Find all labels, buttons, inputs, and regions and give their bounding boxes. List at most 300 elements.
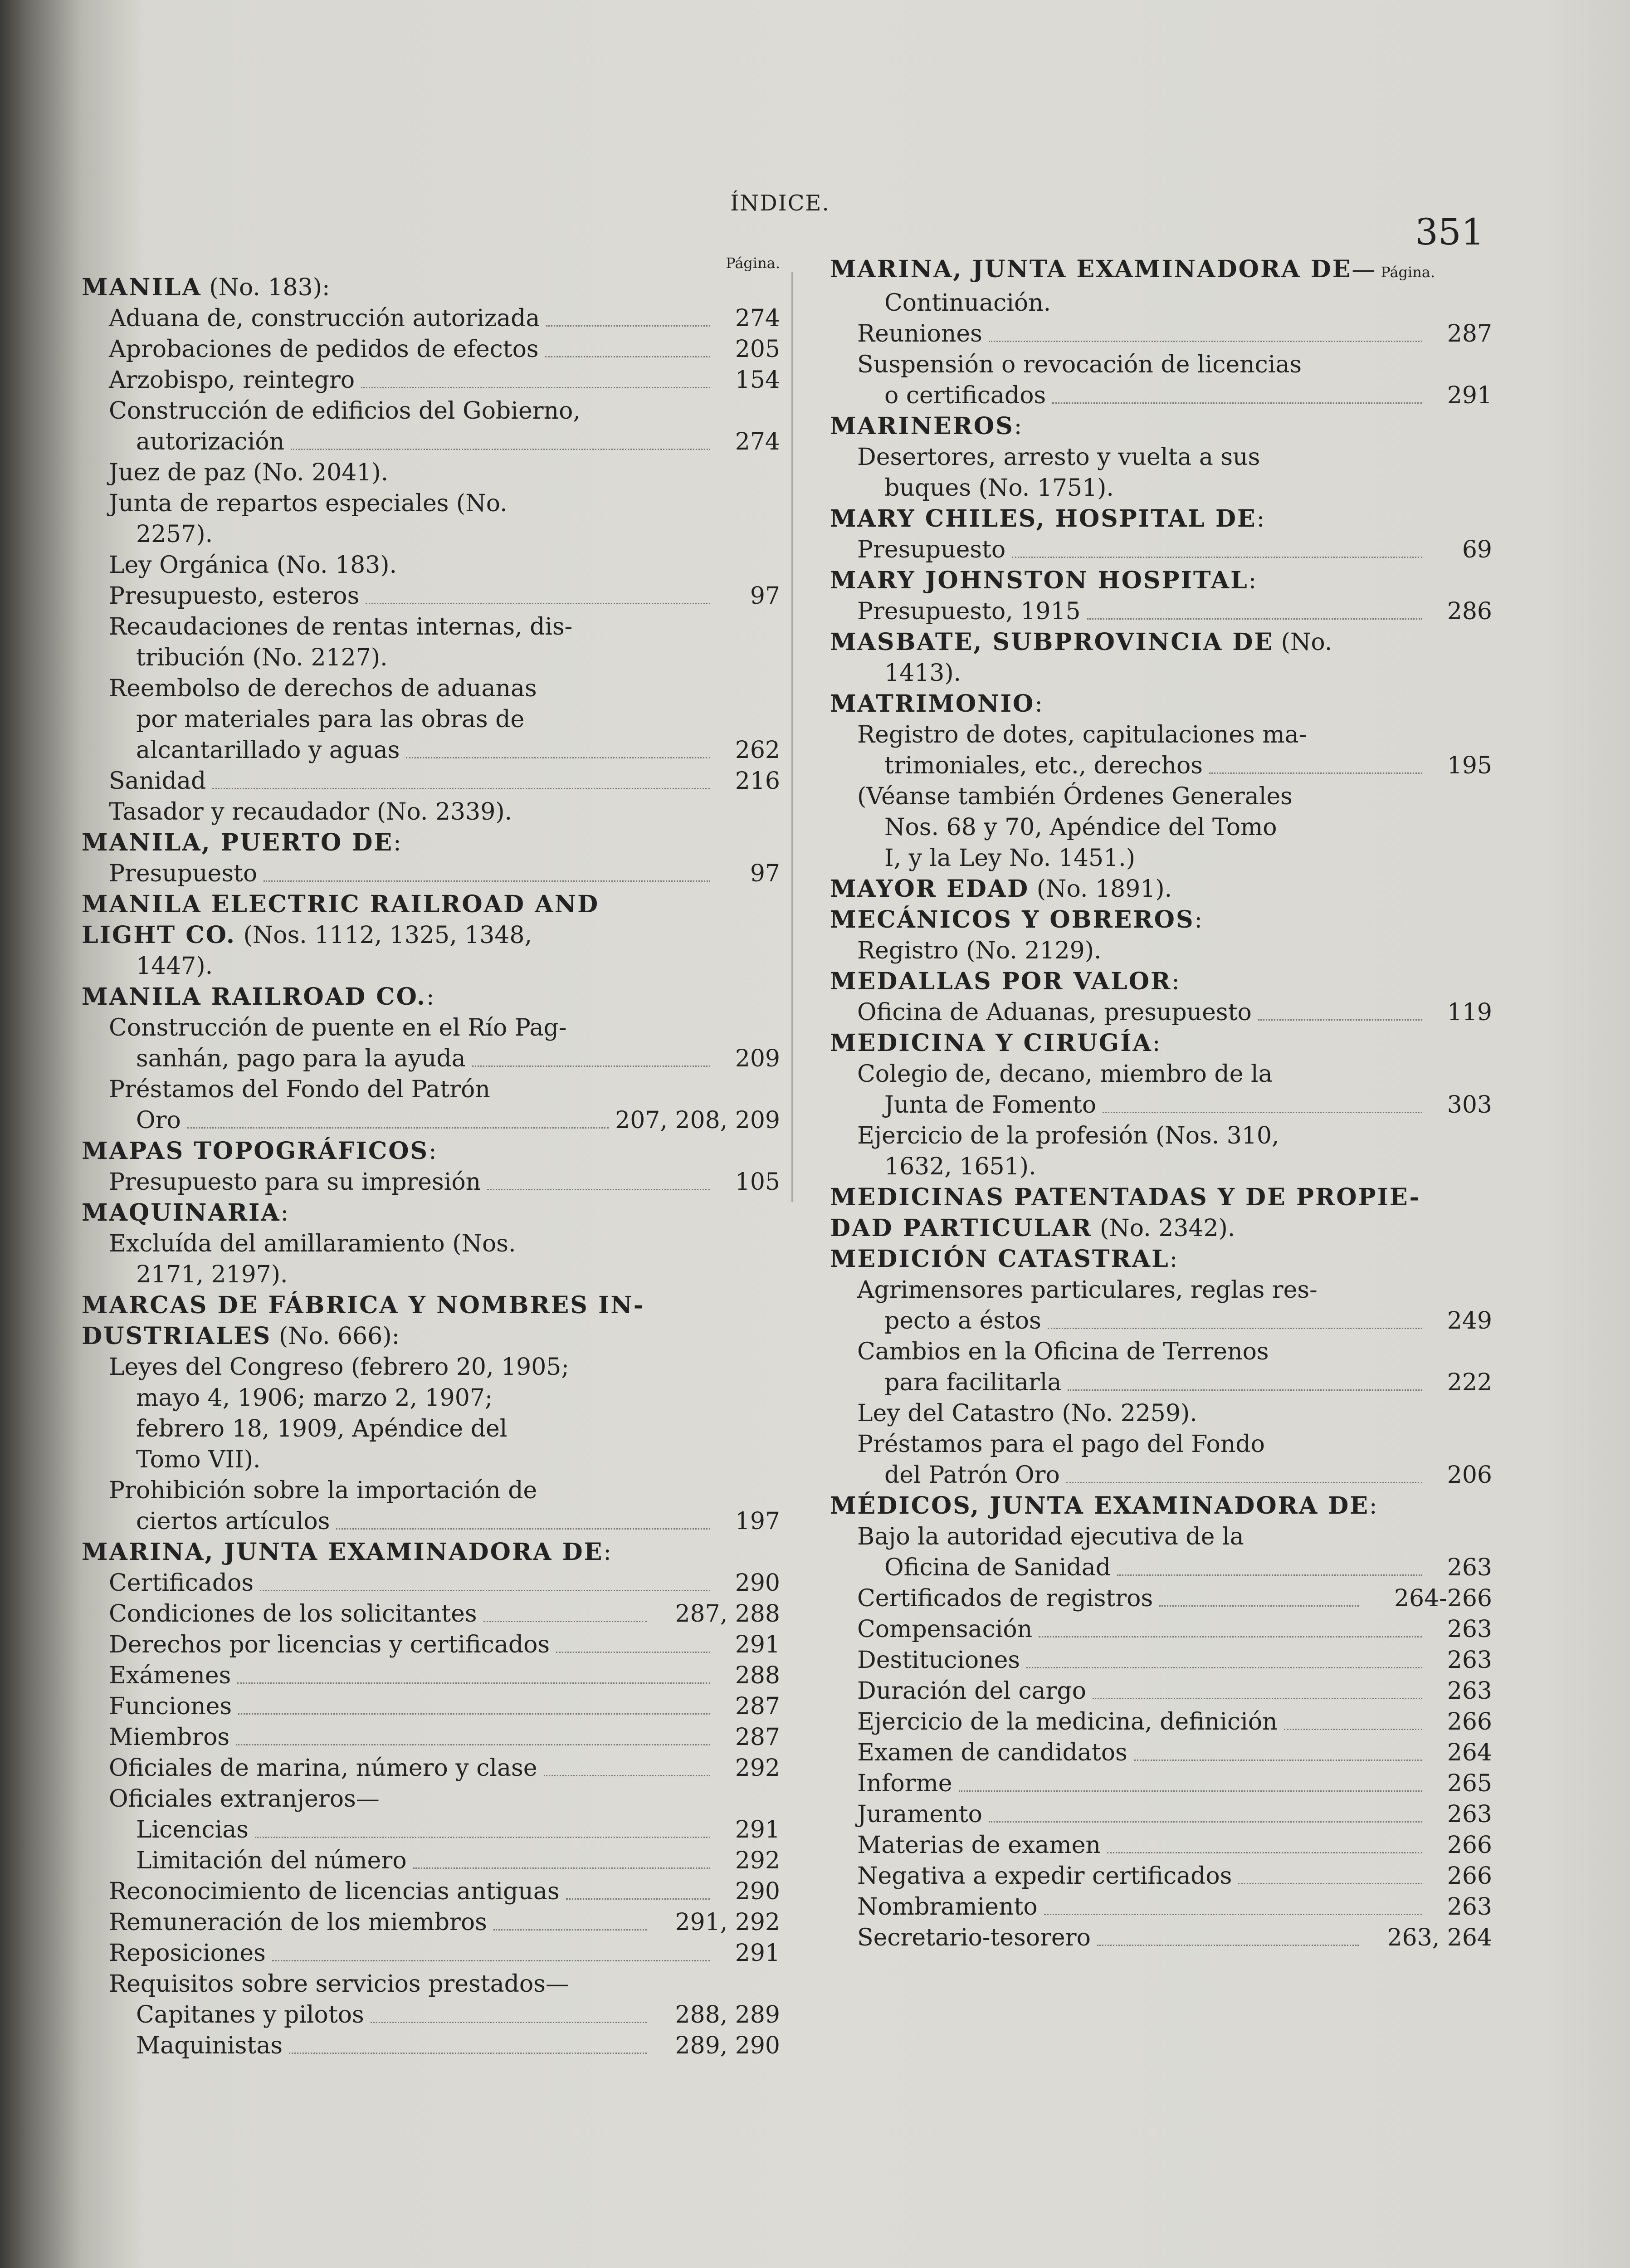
- page-reference: 263, 264: [1387, 1924, 1492, 1951]
- heading-word: MEDICINA Y CIRUGÍA: [830, 1029, 1152, 1057]
- dot-leader: [1209, 772, 1422, 774]
- dot-leader: [291, 449, 710, 450]
- dot-leader: [413, 1867, 710, 1869]
- dot-leader: [1238, 1883, 1422, 1884]
- index-subentry-text: Excluída del amillaramiento (Nos.: [109, 1230, 516, 1257]
- dot-leader: [1026, 1667, 1422, 1668]
- page-reference: 249: [1447, 1307, 1492, 1334]
- index-subentry: [830, 1460, 1492, 1491]
- index-subentry: [830, 1367, 1492, 1398]
- dot-leader: [187, 1127, 609, 1129]
- heading-word: MASBATE, SUBPROVINCIA DE: [830, 628, 1274, 656]
- index-subentry: [830, 1552, 1492, 1583]
- heading-rest: (No. 183):: [201, 274, 330, 301]
- subentry-text: Oficiales de marina, número y clase: [109, 1755, 537, 1782]
- index-heading: [830, 966, 1492, 997]
- index-heading: [830, 904, 1492, 935]
- dot-leader: [989, 341, 1422, 342]
- index-heading: [830, 1182, 1492, 1213]
- dot-leader: [406, 757, 710, 758]
- dot-leader: [260, 1590, 710, 1591]
- page-reference: 263: [1447, 1801, 1492, 1828]
- index-heading: [830, 874, 1492, 904]
- dot-leader: [487, 1189, 710, 1190]
- dot-leader: [371, 2022, 647, 2023]
- page-reference: 265: [1447, 1770, 1492, 1797]
- index-subentry: [82, 735, 780, 766]
- heading-rest: :: [1169, 1246, 1178, 1273]
- subentry-text: Presupuesto: [109, 860, 258, 887]
- index-subentry-text: Registro de dotes, capitulaciones ma-: [857, 721, 1307, 748]
- page-reference: 303: [1447, 1091, 1492, 1119]
- page-reference: 266: [1447, 1862, 1492, 1890]
- heading-rest: (No. 2342).: [1092, 1215, 1235, 1242]
- page-reference: 292: [735, 1755, 780, 1782]
- continuation-line: 1413).: [884, 660, 961, 687]
- page-reference: 263: [1447, 1677, 1492, 1705]
- page-reference: 291: [735, 1631, 780, 1658]
- heading-rest: :: [1256, 505, 1265, 533]
- subentry-text: Oficina de Sanidad: [884, 1554, 1111, 1581]
- page-reference: 287: [735, 1693, 780, 1720]
- page-reference: 222: [1447, 1369, 1492, 1396]
- subentry-text: Presupuesto: [857, 536, 1006, 563]
- page-reference: 216: [735, 767, 780, 795]
- heading-rest: (No.: [1274, 629, 1332, 656]
- heading-rest: :: [429, 1138, 437, 1165]
- right-column: [830, 254, 1492, 1953]
- page-reference: 97: [750, 582, 780, 610]
- index-heading: [830, 411, 1492, 442]
- dot-leader: [959, 1790, 1422, 1792]
- index-subentry-text: Agrimensores particulares, reglas res-: [857, 1276, 1318, 1304]
- page-number: 351: [1415, 211, 1484, 253]
- dot-leader: [989, 1821, 1422, 1823]
- dot-leader: [236, 1744, 710, 1745]
- index-subentry: [82, 334, 780, 365]
- subentry-text: Presupuesto, 1915: [857, 598, 1081, 625]
- index-subentry: [830, 596, 1492, 627]
- column-divider: [791, 272, 793, 1202]
- heading-rest: :: [1014, 413, 1022, 440]
- heading-word: MÉDICOS, JUNTA EXAMINADORA DE: [830, 1492, 1370, 1520]
- index-subentry-text: Leyes del Congreso (febrero 20, 1905;: [109, 1354, 569, 1381]
- subentry-text: Junta de Fomento: [884, 1091, 1097, 1119]
- page-reference: 274: [735, 428, 780, 455]
- index-subentry: [830, 1861, 1492, 1892]
- index-heading: [830, 254, 1492, 288]
- heading-rest: (No. 1891).: [1029, 875, 1172, 903]
- continuation-line: Nos. 68 y 70, Apéndice del Tomo: [884, 814, 1277, 841]
- continuation-line: mayo 4, 1906; marzo 2, 1907;: [136, 1384, 493, 1412]
- dot-leader: [1159, 1605, 1359, 1607]
- subentry-text: Oficina de Aduanas, presupuesto: [857, 999, 1252, 1026]
- index-subentry: [830, 1583, 1492, 1614]
- subentry-text: Negativa a expedir certificados: [857, 1862, 1232, 1890]
- subentry-text: Reposiciones: [109, 1940, 266, 1967]
- page-reference: 274: [735, 305, 780, 332]
- dot-leader: [544, 1775, 710, 1776]
- index-subentry: [82, 1043, 780, 1074]
- subentry-text: Certificados: [109, 1569, 254, 1597]
- index-subentry-text: Construcción de puente en el Río Pag-: [109, 1014, 567, 1041]
- index-subentry: [830, 997, 1492, 1028]
- dot-leader: [1093, 1698, 1422, 1699]
- page-reference: 209: [735, 1045, 780, 1072]
- heading-word: MARY JOHNSTON HOSPITAL: [830, 567, 1249, 594]
- subentry-text: Exámenes: [109, 1662, 231, 1689]
- index-subentry: [82, 581, 780, 611]
- index-subentry: [830, 1922, 1492, 1953]
- page-reference: 289, 290: [675, 2032, 780, 2059]
- index-heading: [830, 1244, 1492, 1275]
- index-subentry-text: Ejercicio de la profesión (Nos. 310,: [857, 1122, 1279, 1149]
- subentry-text: Ejercicio de la medicina, definición: [857, 1708, 1278, 1735]
- page-reference: 263: [1447, 1893, 1492, 1921]
- dot-leader: [1068, 1389, 1422, 1391]
- subentry-text: trimoniales, etc., derechos: [884, 752, 1203, 779]
- index-subentry-text: Colegio de, decano, miembro de la: [857, 1061, 1273, 1088]
- index-subentry: [82, 858, 780, 889]
- subentry-text: Arzobispo, reintegro: [109, 367, 355, 394]
- subentry-text: Duración del cargo: [857, 1677, 1086, 1705]
- index-heading: [82, 1321, 780, 1352]
- index-heading: [82, 982, 780, 1012]
- index-heading: [830, 565, 1492, 596]
- subentry-text: Condiciones de los solicitantes: [109, 1600, 477, 1628]
- dot-leader: [212, 788, 710, 789]
- page-reference: 263: [1447, 1647, 1492, 1674]
- heading-rest: —: [1352, 256, 1376, 283]
- subentry-text: alcantarillado y aguas: [136, 737, 400, 764]
- index-subentry: [82, 1167, 780, 1198]
- subentry-text: Aprobaciones de pedidos de efectos: [109, 336, 539, 363]
- page-reference: 264: [1447, 1739, 1492, 1766]
- continuation-line: Continuación.: [884, 289, 1051, 317]
- heading-word: MEDICINAS PATENTADAS Y DE PROPIE-: [830, 1183, 1421, 1211]
- subentry-text: Informe: [857, 1770, 952, 1797]
- heading-word: DAD PARTICULAR: [830, 1214, 1093, 1242]
- index-subentry-text: Ley Orgánica (No. 183).: [109, 552, 397, 579]
- heading-word: MARCAS DE FÁBRICA Y NOMBRES IN-: [82, 1291, 645, 1319]
- dot-leader: [361, 387, 710, 388]
- index-subentry-text: Oficiales extranjeros—: [109, 1785, 380, 1813]
- heading-rest: :: [1035, 690, 1043, 718]
- index-subentry-text: Ley del Catastro (No. 2259).: [857, 1400, 1197, 1427]
- subentry-text: Certificados de registros: [857, 1585, 1153, 1612]
- heading-word: MATRIMONIO: [830, 690, 1035, 718]
- index-subentry: [830, 1305, 1492, 1336]
- subentry-text: ciertos artículos: [136, 1508, 330, 1535]
- continuation-line: tribución (No. 2127).: [136, 644, 388, 671]
- continuation-line: 2171, 2197).: [136, 1261, 288, 1288]
- dot-leader: [264, 880, 710, 882]
- index-subentry: [82, 1876, 780, 1907]
- subentry-text: Compensación: [857, 1616, 1033, 1643]
- continuation-line: I, y la Ley No. 1451.): [884, 845, 1135, 872]
- index-subentry: [830, 1737, 1492, 1768]
- index-subentry: [82, 1753, 780, 1784]
- index-subentry-text: Prohibición sobre la importación de: [109, 1477, 537, 1504]
- subentry-text: Examen de candidatos: [857, 1739, 1127, 1766]
- index-subentry: [82, 1598, 780, 1629]
- index-subentry: [82, 1568, 780, 1598]
- heading-rest: :: [426, 983, 434, 1011]
- subentry-text: Presupuesto, esteros: [109, 582, 360, 610]
- index-heading: [830, 1213, 1492, 1244]
- dot-leader: [1134, 1760, 1422, 1761]
- page-reference: 291: [735, 1816, 780, 1843]
- index-subentry: [82, 1691, 780, 1722]
- subentry-text: Materias de examen: [857, 1832, 1101, 1859]
- page-reference: 119: [1447, 999, 1492, 1026]
- subentry-text: Licencias: [136, 1816, 249, 1843]
- index-subentry: [830, 1676, 1492, 1706]
- heading-word: MARINA, JUNTA EXAMINADORA DE: [82, 1538, 604, 1566]
- index-subentry: [830, 380, 1492, 411]
- page-reference: 97: [750, 860, 780, 887]
- subentry-text: Remuneración de los miembros: [109, 1909, 487, 1936]
- index-subentry: [830, 1614, 1492, 1645]
- page-reference: 290: [735, 1878, 780, 1905]
- subentry-text: pecto a éstos: [884, 1307, 1041, 1334]
- dot-leader: [237, 1682, 710, 1684]
- page-reference: 262: [735, 737, 780, 764]
- index-subentry-text: Reembolso de derechos de aduanas: [109, 675, 537, 702]
- index-subentry: [82, 1999, 780, 2030]
- index-subentry: [830, 1892, 1492, 1922]
- subentry-text: Capitanes y pilotos: [136, 2001, 364, 2028]
- dot-leader: [1258, 1019, 1422, 1021]
- index-subentry: [830, 1799, 1492, 1830]
- dot-leader: [545, 356, 710, 357]
- left-column: [82, 254, 780, 2061]
- heading-rest: :: [1194, 906, 1203, 934]
- index-heading: [82, 1290, 780, 1321]
- heading-rest: :: [603, 1539, 611, 1566]
- index-subentry-text: Requisitos sobre servicios prestados—: [109, 1970, 569, 1998]
- index-subentry: [82, 766, 780, 797]
- page-reference: 287, 288: [675, 1600, 780, 1628]
- left-entries: [82, 272, 780, 2061]
- subentry-text: Miembros: [109, 1724, 230, 1751]
- index-subentry-text: Tasador y recaudador (No. 2339).: [109, 798, 512, 826]
- continuation-line: 1632, 1651).: [884, 1153, 1036, 1180]
- dot-leader: [272, 1960, 710, 1961]
- index-heading: [830, 627, 1492, 658]
- continuation-line: febrero 18, 1909, Apéndice del: [136, 1415, 508, 1442]
- heading-word: LIGHT CO.: [82, 921, 236, 949]
- page-reference: 206: [1447, 1461, 1492, 1489]
- dot-leader: [493, 1929, 647, 1931]
- page-reference: 291, 292: [675, 1909, 780, 1936]
- index-subentry: [82, 2030, 780, 2061]
- dot-leader: [546, 325, 710, 327]
- page-reference: 207, 208, 209: [615, 1107, 780, 1134]
- index-subentry: [830, 1768, 1492, 1799]
- index-subentry-text: Préstamos del Fondo del Patrón: [109, 1076, 490, 1103]
- index-subentry-text: Préstamos para el pago del Fondo: [857, 1431, 1265, 1458]
- continuation-line: por materiales para las obras de: [136, 706, 525, 733]
- index-subentry: [82, 1938, 780, 1969]
- index-heading: [830, 503, 1492, 534]
- index-subentry-text: Juez de paz (No. 2041).: [109, 459, 389, 486]
- page-reference: 288: [735, 1662, 780, 1689]
- index-subentry: [830, 750, 1492, 781]
- dot-leader: [556, 1652, 710, 1653]
- subentry-text: sanhán, pago para la ayuda: [136, 1045, 466, 1072]
- subentry-text: Secretario-tesorero: [857, 1924, 1091, 1951]
- continuation-line: buques (No. 1751).: [884, 474, 1114, 502]
- subentry-text: Sanidad: [109, 767, 206, 795]
- dot-leader: [472, 1066, 710, 1067]
- index-subentry-text: (Véanse también Órdenes Generales: [857, 783, 1293, 810]
- index-heading: [82, 920, 780, 951]
- dot-leader: [1107, 1852, 1422, 1853]
- index-subentry: [82, 426, 780, 457]
- index-subentry: [82, 1907, 780, 1938]
- subentry-text: Juramento: [857, 1801, 982, 1828]
- index-subentry: [830, 1645, 1492, 1676]
- page-reference: 290: [735, 1569, 780, 1597]
- heading-word: MANILA ELECTRIC RAILROAD AND: [82, 890, 600, 918]
- dot-leader: [566, 1898, 710, 1900]
- page-reference: 292: [735, 1847, 780, 1874]
- index-subentry: [830, 318, 1492, 349]
- dot-leader: [1103, 1112, 1422, 1113]
- index-subentry: [82, 1105, 780, 1136]
- subentry-text: Presupuesto para su impresión: [109, 1168, 481, 1196]
- pagina-label: Página.: [1381, 264, 1435, 281]
- page-reference: 263: [1447, 1554, 1492, 1581]
- page-reference: 154: [735, 367, 780, 394]
- dot-leader: [483, 1621, 647, 1622]
- pagina-label: Página.: [726, 254, 780, 272]
- continuation-line: 1447).: [136, 953, 213, 980]
- dot-leader: [1284, 1729, 1422, 1730]
- heading-word: MEDALLAS POR VALOR: [830, 968, 1172, 995]
- subentry-text: o certificados: [884, 382, 1046, 409]
- index-subentry: [830, 1830, 1492, 1861]
- index-subentry: [82, 1845, 780, 1876]
- dot-leader: [1066, 1482, 1422, 1483]
- heading-word: DUSTRIALES: [82, 1322, 272, 1350]
- heading-rest: (No. 666):: [271, 1323, 400, 1350]
- index-subentry: [82, 365, 780, 396]
- page-reference: 263: [1447, 1616, 1492, 1643]
- index-subentry: [830, 1090, 1492, 1120]
- heading-rest: :: [393, 829, 401, 856]
- right-entries: [830, 254, 1492, 1953]
- dot-leader: [289, 2053, 647, 2054]
- index-heading: [82, 827, 780, 858]
- subentry-text: Derechos por licencias y certificados: [109, 1631, 550, 1658]
- dot-leader: [366, 603, 710, 604]
- page-reference: 264-266: [1394, 1585, 1492, 1612]
- subentry-text: Reconocimiento de licencias antiguas: [109, 1878, 560, 1905]
- heading-word: MANILA: [82, 274, 202, 301]
- heading-word: MARY CHILES, HOSPITAL DE: [830, 505, 1257, 533]
- continuation-line: 2257).: [136, 521, 213, 548]
- dot-leader: [1039, 1636, 1422, 1637]
- index-subentry-text: Cambios en la Oficina de Terrenos: [857, 1338, 1269, 1365]
- page-reference: 69: [1462, 536, 1492, 563]
- index-subentry-text: Suspensión o revocación de licencias: [857, 351, 1302, 378]
- heading-word: MARINA, JUNTA EXAMINADORA DE: [830, 255, 1352, 283]
- subentry-text: Reuniones: [857, 320, 982, 347]
- subentry-text: autorización: [136, 428, 285, 455]
- dot-leader: [1117, 1574, 1422, 1576]
- index-heading: [82, 1136, 780, 1167]
- page-reference: 291: [735, 1940, 780, 1967]
- page-header-title: ÍNDICE.: [730, 191, 830, 216]
- index-heading: [82, 1537, 780, 1568]
- subentry-text: para facilitarla: [884, 1369, 1062, 1396]
- page-reference: 287: [735, 1724, 780, 1751]
- heading-word: MECÁNICOS Y OBREROS: [830, 906, 1195, 934]
- heading-word: MARINEROS: [830, 412, 1014, 440]
- heading-word: MANILA, PUERTO DE: [82, 829, 394, 856]
- subentry-text: Destituciones: [857, 1647, 1020, 1674]
- subentry-text: Limitación del número: [136, 1847, 407, 1874]
- heading-rest: :: [1248, 567, 1257, 594]
- page-reference: 287: [1447, 320, 1492, 347]
- index-subentry-text: Registro (No. 2129).: [857, 937, 1102, 964]
- dot-leader: [1097, 1945, 1359, 1946]
- index-subentry-text: Recaudaciones de rentas internas, dis-: [109, 613, 573, 640]
- page-reference: 105: [735, 1168, 780, 1196]
- index-heading: [82, 1198, 780, 1228]
- index-subentry: [82, 1629, 780, 1660]
- index-heading: [830, 689, 1492, 719]
- index-heading: [830, 1491, 1492, 1521]
- index-subentry: [830, 534, 1492, 565]
- page-reference: 288, 289: [675, 2001, 780, 2028]
- heading-rest: :: [1369, 1492, 1377, 1520]
- heading-rest: (Nos. 1112, 1325, 1348,: [235, 922, 532, 949]
- index-subentry-text: Junta de repartos especiales (No.: [109, 490, 508, 517]
- heading-rest: :: [1152, 1030, 1161, 1057]
- index-subentry-text: Construcción de edificios del Gobierno,: [109, 397, 581, 425]
- page-reference: 197: [735, 1508, 780, 1535]
- heading-word: MAPAS TOPOGRÁFICOS: [82, 1137, 429, 1165]
- page-reference: 291: [1447, 382, 1492, 409]
- index-subentry: [82, 1660, 780, 1691]
- page-reference: 205: [735, 336, 780, 363]
- index-subentry-text: Desertores, arresto y vuelta a sus: [857, 444, 1260, 471]
- dot-leader: [336, 1528, 710, 1530]
- dot-leader: [1012, 557, 1422, 558]
- continuation-line: Tomo VII).: [136, 1446, 261, 1473]
- subentry-text: del Patrón Oro: [884, 1461, 1060, 1489]
- subentry-text: Nombramiento: [857, 1893, 1038, 1921]
- subentry-text: Aduana de, construcción autorizada: [109, 305, 540, 332]
- subentry-text: Funciones: [109, 1693, 232, 1720]
- page-reference: 266: [1447, 1832, 1492, 1859]
- heading-rest: :: [1171, 968, 1180, 995]
- subentry-text: Maquinistas: [136, 2032, 283, 2059]
- dot-leader: [1044, 1914, 1422, 1915]
- index-heading: [82, 272, 780, 303]
- index-subentry-text: Bajo la autoridad ejecutiva de la: [857, 1523, 1244, 1550]
- index-heading: [830, 1028, 1492, 1059]
- index-heading: [82, 889, 780, 920]
- index-subentry: [82, 1722, 780, 1753]
- index-subentry: [82, 303, 780, 334]
- page-reference: 195: [1447, 752, 1492, 779]
- dot-leader: [255, 1837, 710, 1838]
- page-reference: 286: [1447, 598, 1492, 625]
